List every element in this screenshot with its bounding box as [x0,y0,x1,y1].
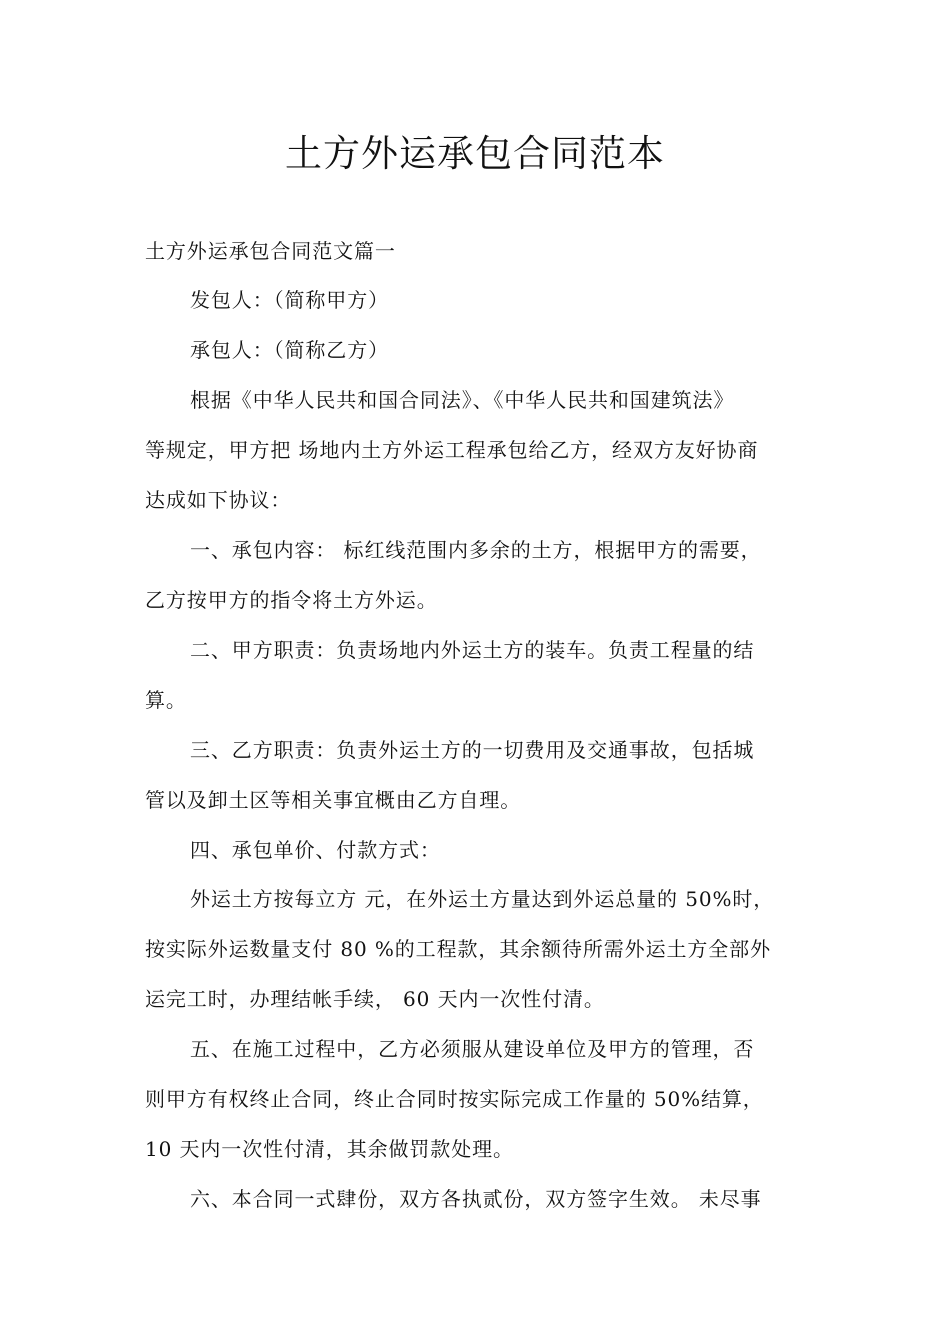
paragraph-line: 六、本合同一式肆份，双方各执贰份，双方签字生效。 未尽事 [190,1187,762,1211]
paragraph-line: 根据《中华人民共和国合同法》、《中华人民共和国建筑法》 [190,388,735,412]
paragraph-line: 10 天内一次性付清，其余做罚款处理。 [145,1137,514,1161]
paragraph-line: 乙方按甲方的指令将土方外运。 [145,588,438,612]
paragraph-line: 算。 [145,688,187,712]
paragraph-line: 等规定，甲方把 场地内土方外运工程承包给乙方，经双方友好协商 [145,438,759,462]
paragraph-line: 按实际外运数量支付 80 %的工程款，其余额待所需外运土方全部外 [145,937,771,961]
paragraph-line: 则甲方有权终止合同，终止合同时按实际完成工作量的 50%结算， [145,1087,764,1111]
section-heading: 土方外运承包合同范文篇一 [145,239,396,263]
document-title: 土方外运承包合同范本 [285,132,665,175]
paragraph-line: 达成如下协议： [145,488,292,512]
paragraph-line: 外运土方按每立方 元，在外运土方量达到外运总量的 50%时， [190,887,775,911]
party-a-line: 发包人：（简称甲方） [190,288,389,312]
paragraph-line: 五、在施工过程中，乙方必须服从建设单位及甲方的管理，否 [190,1037,755,1061]
paragraph-line: 管以及卸土区等相关事宜概由乙方自理。 [145,788,522,812]
paragraph-line: 四、承包单价、付款方式： [190,838,441,862]
paragraph-line: 二、甲方职责：负责场地内外运土方的装车。负责工程量的结 [190,638,755,662]
paragraph-line: 三、乙方职责：负责外运土方的一切费用及交通事故，包括城 [190,738,755,762]
paragraph-line: 一、承包内容： 标红线范围内多余的土方，根据甲方的需要， [190,538,762,562]
paragraph-line: 运完工时，办理结帐手续， 60 天内一次性付清。 [145,987,605,1011]
party-b-line: 承包人：（简称乙方） [190,338,389,362]
